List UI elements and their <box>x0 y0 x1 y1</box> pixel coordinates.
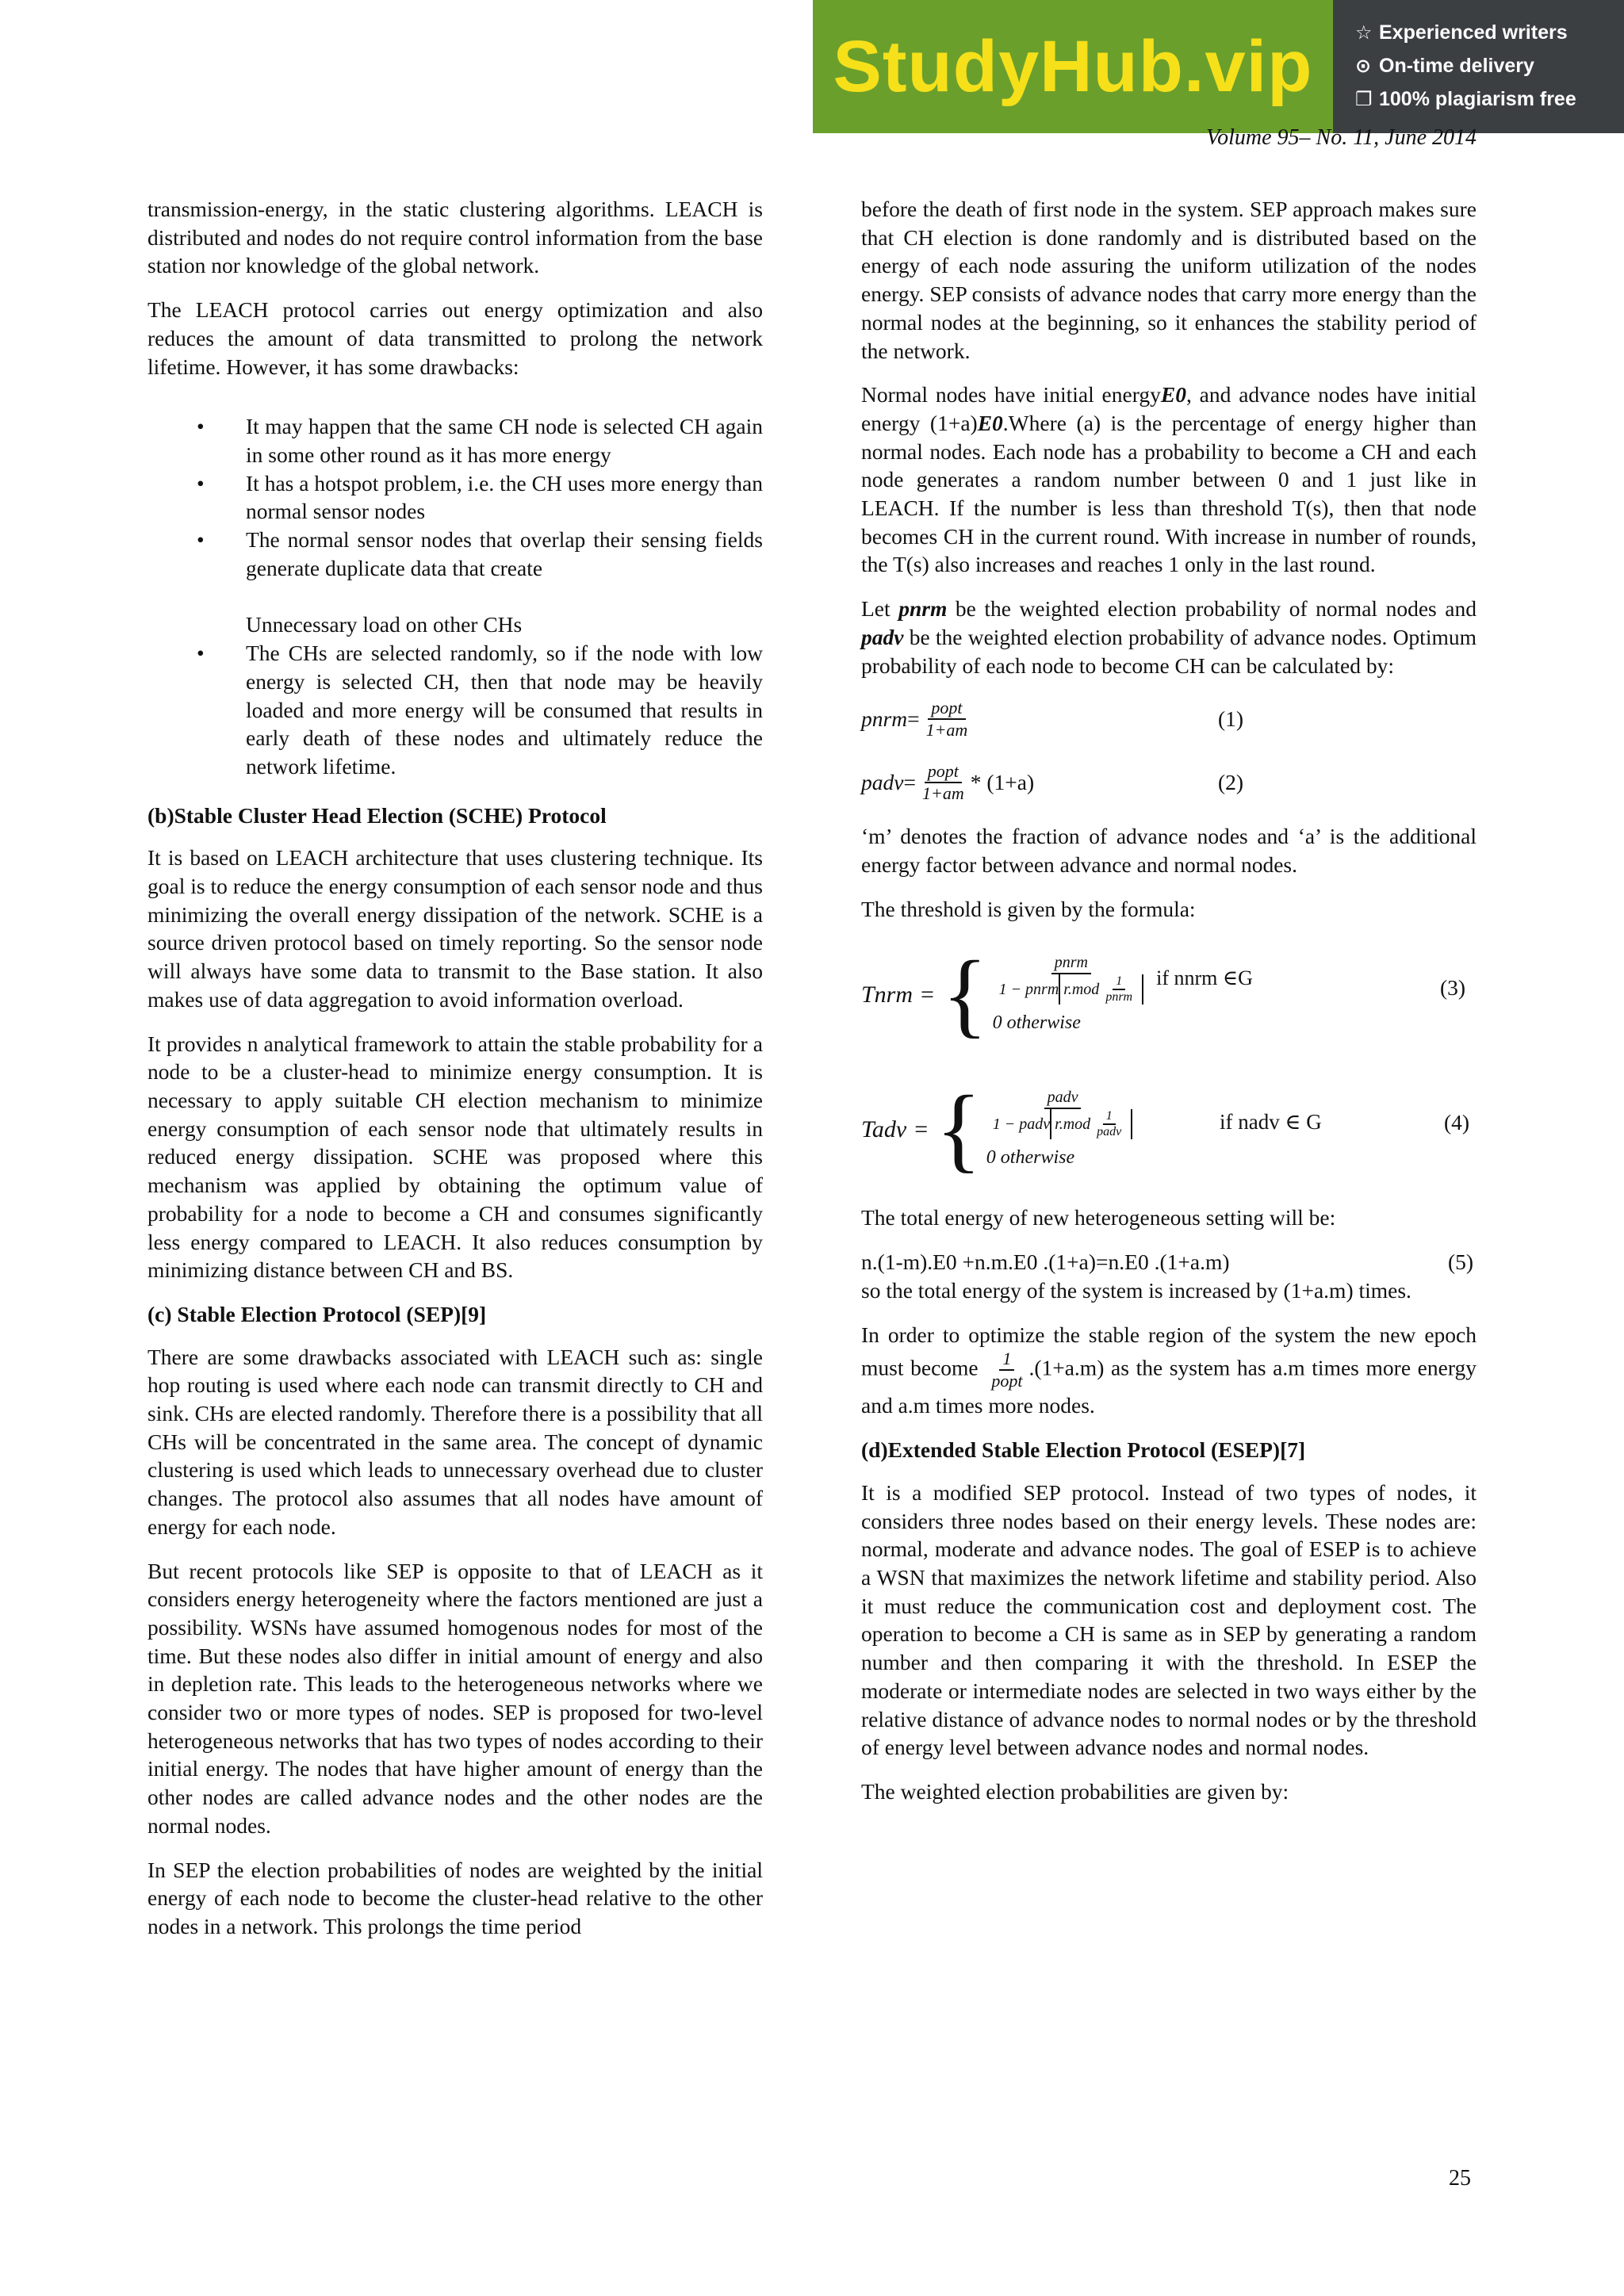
list-item-text: The normal sensor nodes that overlap their sensing fields generate duplicate data that create <box>246 527 763 580</box>
paragraph <box>861 1321 1477 1420</box>
feature-label: Experienced writers <box>1379 21 1568 44</box>
eq-lhs: pnrm <box>861 706 908 732</box>
symbol-padv: padv <box>861 624 904 649</box>
eq-denominator: 1 − padv <box>992 1115 1051 1133</box>
list-item: • It has a hotspot problem, i.e. the CH uses more energy than normal sensor nodes <box>246 469 763 526</box>
eq-tail: * (1+a) <box>970 770 1035 795</box>
left-column <box>147 195 763 1957</box>
eq-numerator: 1 <box>999 1349 1014 1371</box>
eq-numerator: padv <box>1044 1087 1082 1109</box>
drawbacks-list <box>147 412 763 780</box>
symbol-E0: E0 <box>977 410 1003 435</box>
clock-icon: ⊙ <box>1355 55 1372 77</box>
paragraph: It is based on LEACH architecture that uses clustering technique. Its goal is to reduce the energy consumption of each sensor node and thus minimizing the overall energy dissipation of the network. SCHE is a source driven protocol based on timely reporting. So the sensor node will always have some data to transmit to the Base station. It also makes use of data aggregation to avoid information overload. <box>147 845 763 1012</box>
eq-otherwise: 0 otherwise <box>992 1012 1081 1033</box>
eq-denominator: 1 − pnrm <box>998 980 1059 998</box>
paragraph: There are some drawbacks associated with LEACH such as: single hop routing is used where each node can transmit directly to CH and sink. CHs are elected randomly. Therefore there is a possibility that all CHs will be concentrated in the same area. The concept of dynamic clustering is used which leads to unnecessary overhead due to cluster changes. The protocol also assumes that all nodes have amount of energy for each node. <box>147 1344 763 1539</box>
paragraph <box>861 595 1477 679</box>
paragraph: ‘m’ denotes the fraction of advance nodes and ‘a’ is the additional energy factor between advance and normal nodes. <box>861 824 1477 877</box>
eq-numerator: popt <box>925 761 962 783</box>
paragraph <box>861 381 1477 579</box>
eq-denominator: 1+am <box>925 720 968 740</box>
eq-rmod: r.mod <box>1055 1115 1091 1133</box>
paragraph: The LEACH protocol carries out energy optimization and also reduces the amount of data transmitted to prolong the network lifetime. However, it has some drawbacks: <box>147 297 763 379</box>
list-item: • It may happen that the same CH node is selected CH again in some other round as it has more energy <box>246 412 763 469</box>
feature-label: On-time delivery <box>1379 54 1534 77</box>
equation-5 <box>861 1248 1477 1276</box>
right-column <box>861 195 1477 1822</box>
eq-denominator: popt <box>991 1371 1023 1391</box>
eq-numerator: popt <box>928 698 965 720</box>
text-run: .(1+a.m) as the system has a.m times more energy and a.m times more nodes. <box>861 1355 1477 1418</box>
feature-item <box>1355 49 1624 82</box>
page-number: 25 <box>1449 2166 1471 2191</box>
list-item <box>246 526 763 639</box>
journal-volume: Volume 95– No. 11, June 2014 <box>1206 125 1477 150</box>
text-run: , and advance nodes have initial energy (1+a) <box>861 382 1477 435</box>
eq-inner-num: 1 <box>1113 974 1125 990</box>
banner-features <box>1333 0 1624 133</box>
paragraph: The weighted election probabilities are given by: <box>861 1778 1289 1804</box>
paragraph: It provides n analytical framework to attain the stable probability for a node to be a cluster-head to minimize energy consumption. It is necessary to apply suitable CH election mechanism to minimize energy consumption of each sensor node that ultimately results in reduced energy dissipation. SCHE was proposed where this mechanism was applied by obtaining the optimum value of probability for a node to become a CH and consumes significantly less energy compared to LEACH. It also reduces consumption by minimizing distance between CH and BS. <box>147 1031 763 1283</box>
eq-fraction <box>919 761 967 804</box>
section-heading: (c) Stable Election Protocol (SEP)[9] <box>147 1301 487 1326</box>
eq-inner-den: pnrm <box>1105 989 1133 1004</box>
equation-number: (5) <box>1448 1249 1474 1275</box>
text-run: Let <box>861 596 891 622</box>
equation-number: (1) <box>1218 706 1244 732</box>
paragraph: so the total energy of the system is increased by (1+a.m) times. <box>861 1278 1411 1303</box>
paragraph: transmission-energy, in the static clustering algorithms. LEACH is distributed and nodes do not require control information from the base station nor knowledge of the global network. <box>147 197 763 278</box>
eq-numerator: pnrm <box>1051 952 1091 974</box>
equation-4: Tadv = { padv 1 − padv r.mod $\frac{1}{\text{padv}}$ 0 otherwise if nadv ∈ G (4) <box>861 1076 1470 1182</box>
ad-banner[interactable] <box>813 0 1624 133</box>
eq-otherwise: 0 otherwise <box>986 1146 1075 1168</box>
star-icon: ☆ <box>1355 21 1373 44</box>
eq-fraction <box>923 698 971 740</box>
eq-denominator: 1+am <box>921 783 964 804</box>
paragraph: It is a modified SEP protocol. Instead of two types of nodes, it considers three nodes based on their energy levels. These nodes are: normal, moderate and advance nodes. The goal of ESEP is to achieve a WSN that maximizes the network lifetime and stability period. Also it must reduce the communication cost and deployment cost. The operation to become a CH is same as in SEP by generating a random number and then comparing it with the threshold. In ESEP the moderate or intermediate nodes are selected in two ways either by the relative distance of advance nodes to normal nodes or by the threshold of energy level between advance nodes and normal nodes. <box>861 1479 1477 1760</box>
equation-number: (4) <box>1444 1110 1470 1135</box>
equation-number: (2) <box>1218 770 1244 795</box>
equation-number: (3) <box>1440 975 1466 1001</box>
symbol-E0: E0 <box>1160 382 1186 408</box>
studyhub-logo[interactable] <box>813 0 1333 133</box>
document-icon: ❐ <box>1355 88 1373 110</box>
symbol-pnrm: pnrm <box>898 596 948 622</box>
feature-item <box>1355 16 1624 49</box>
list-item: • The CHs are selected randomly, so if the node with low energy is selected CH, then that node may be heavily loaded and more energy will be consumed that results in early death of these nodes and ultimately reduce the network lifetime. <box>246 639 763 781</box>
equation-3: Tnrm = { pnrm 1 − pnrm r.mod $\frac{1}{\text{pnrm}}$ if nnrm ∈G 0 otherwise (3) <box>861 941 1466 1047</box>
paragraph: The threshold is given by the formula: <box>861 896 1196 921</box>
text-run: Normal nodes have initial energy <box>861 382 1161 408</box>
eq-inner-num: 1 <box>1103 1109 1116 1125</box>
paragraph: But recent protocols like SEP is opposite to that of LEACH as it considers energy heterogeneity where the factors mentioned are just a possibility. WSNs have assumed homogenous nodes for most of the time. But these nodes also differ in initial amount of energy and also in depletion rate. This leads to the heterogeneous networks where we consider two or more types of nodes. SEP is proposed for two-level heterogeneous networks that has two types of nodes according to their initial energy. The nodes that have higher amount of energy than the other nodes are called advance nodes and the other nodes are the normal nodes. <box>147 1558 763 1838</box>
text-run: be the weighted election probability of normal nodes and <box>955 596 1477 622</box>
text-run: be the weighted election probability of advance nodes. Optimum probability of each node to become CH can be calculated by: <box>861 624 1477 678</box>
eq-lhs: Tnrm <box>861 981 914 1008</box>
feature-item <box>1355 82 1624 116</box>
paragraph: In SEP the election probabilities of nodes are weighted by the initial energy of each node to become the cluster-head relative to the other nodes in a network. This prolongs the time period <box>147 1857 763 1938</box>
eq-text: n.(1-m).E0 +n.m.E0 .(1+a)=n.E0 .(1+a.m) <box>861 1249 1230 1275</box>
feature-label: 100% plagiarism free <box>1379 87 1576 110</box>
eq-condition: if nadv ∈ G <box>1220 1110 1322 1135</box>
section-heading: (d)Extended Stable Election Protocol (ESEP)[7] <box>861 1437 1306 1463</box>
text-run: In order to optimize the stable region of the system the new epoch must become <box>861 1322 1477 1380</box>
text-run: .Where (a) is the percentage of energy higher than normal nodes. Each node has a probability to become a CH and each node generates a random number between 0 and 1 just like in LEACH. If the number is less than threshold T(s), then that node becomes CH in the current round. With increase in number of rounds, the T(s) also increases and reaches 1 only in the last round. <box>861 410 1477 577</box>
eq-condition: if nnrm ∈G <box>1156 966 1253 989</box>
eq-inner-den: padv <box>1097 1124 1122 1138</box>
equation-1: pnrm = $\frac{\text{popt}}{1+am}$ (1) <box>861 698 1244 740</box>
list-item-continuation: Unnecessary load on other CHs <box>246 612 523 637</box>
section-heading: (b)Stable Cluster Head Election (SCHE) Protocol <box>147 802 607 828</box>
eq-rmod: r.mod <box>1063 980 1100 998</box>
equation-2: padv = $\frac{\text{popt}}{1+am}$ * (1+a) (2) <box>861 761 1244 804</box>
paragraph: before the death of first node in the system. SEP approach makes sure that CH election is done randomly and is distributed based on the energy of each node assuring the uniform utilization of the nodes energy. SEP consists of advance nodes that carry more energy than the normal nodes at the beginning, so it enhances the stability period of the network. <box>861 197 1477 363</box>
paragraph: The total energy of new heterogeneous setting will be: <box>861 1205 1336 1230</box>
logo-text: StudyHub.vip <box>833 25 1313 107</box>
eq-fraction <box>988 1349 1025 1391</box>
eq-lhs: Tadv <box>861 1115 907 1142</box>
eq-lhs: padv <box>861 770 904 795</box>
